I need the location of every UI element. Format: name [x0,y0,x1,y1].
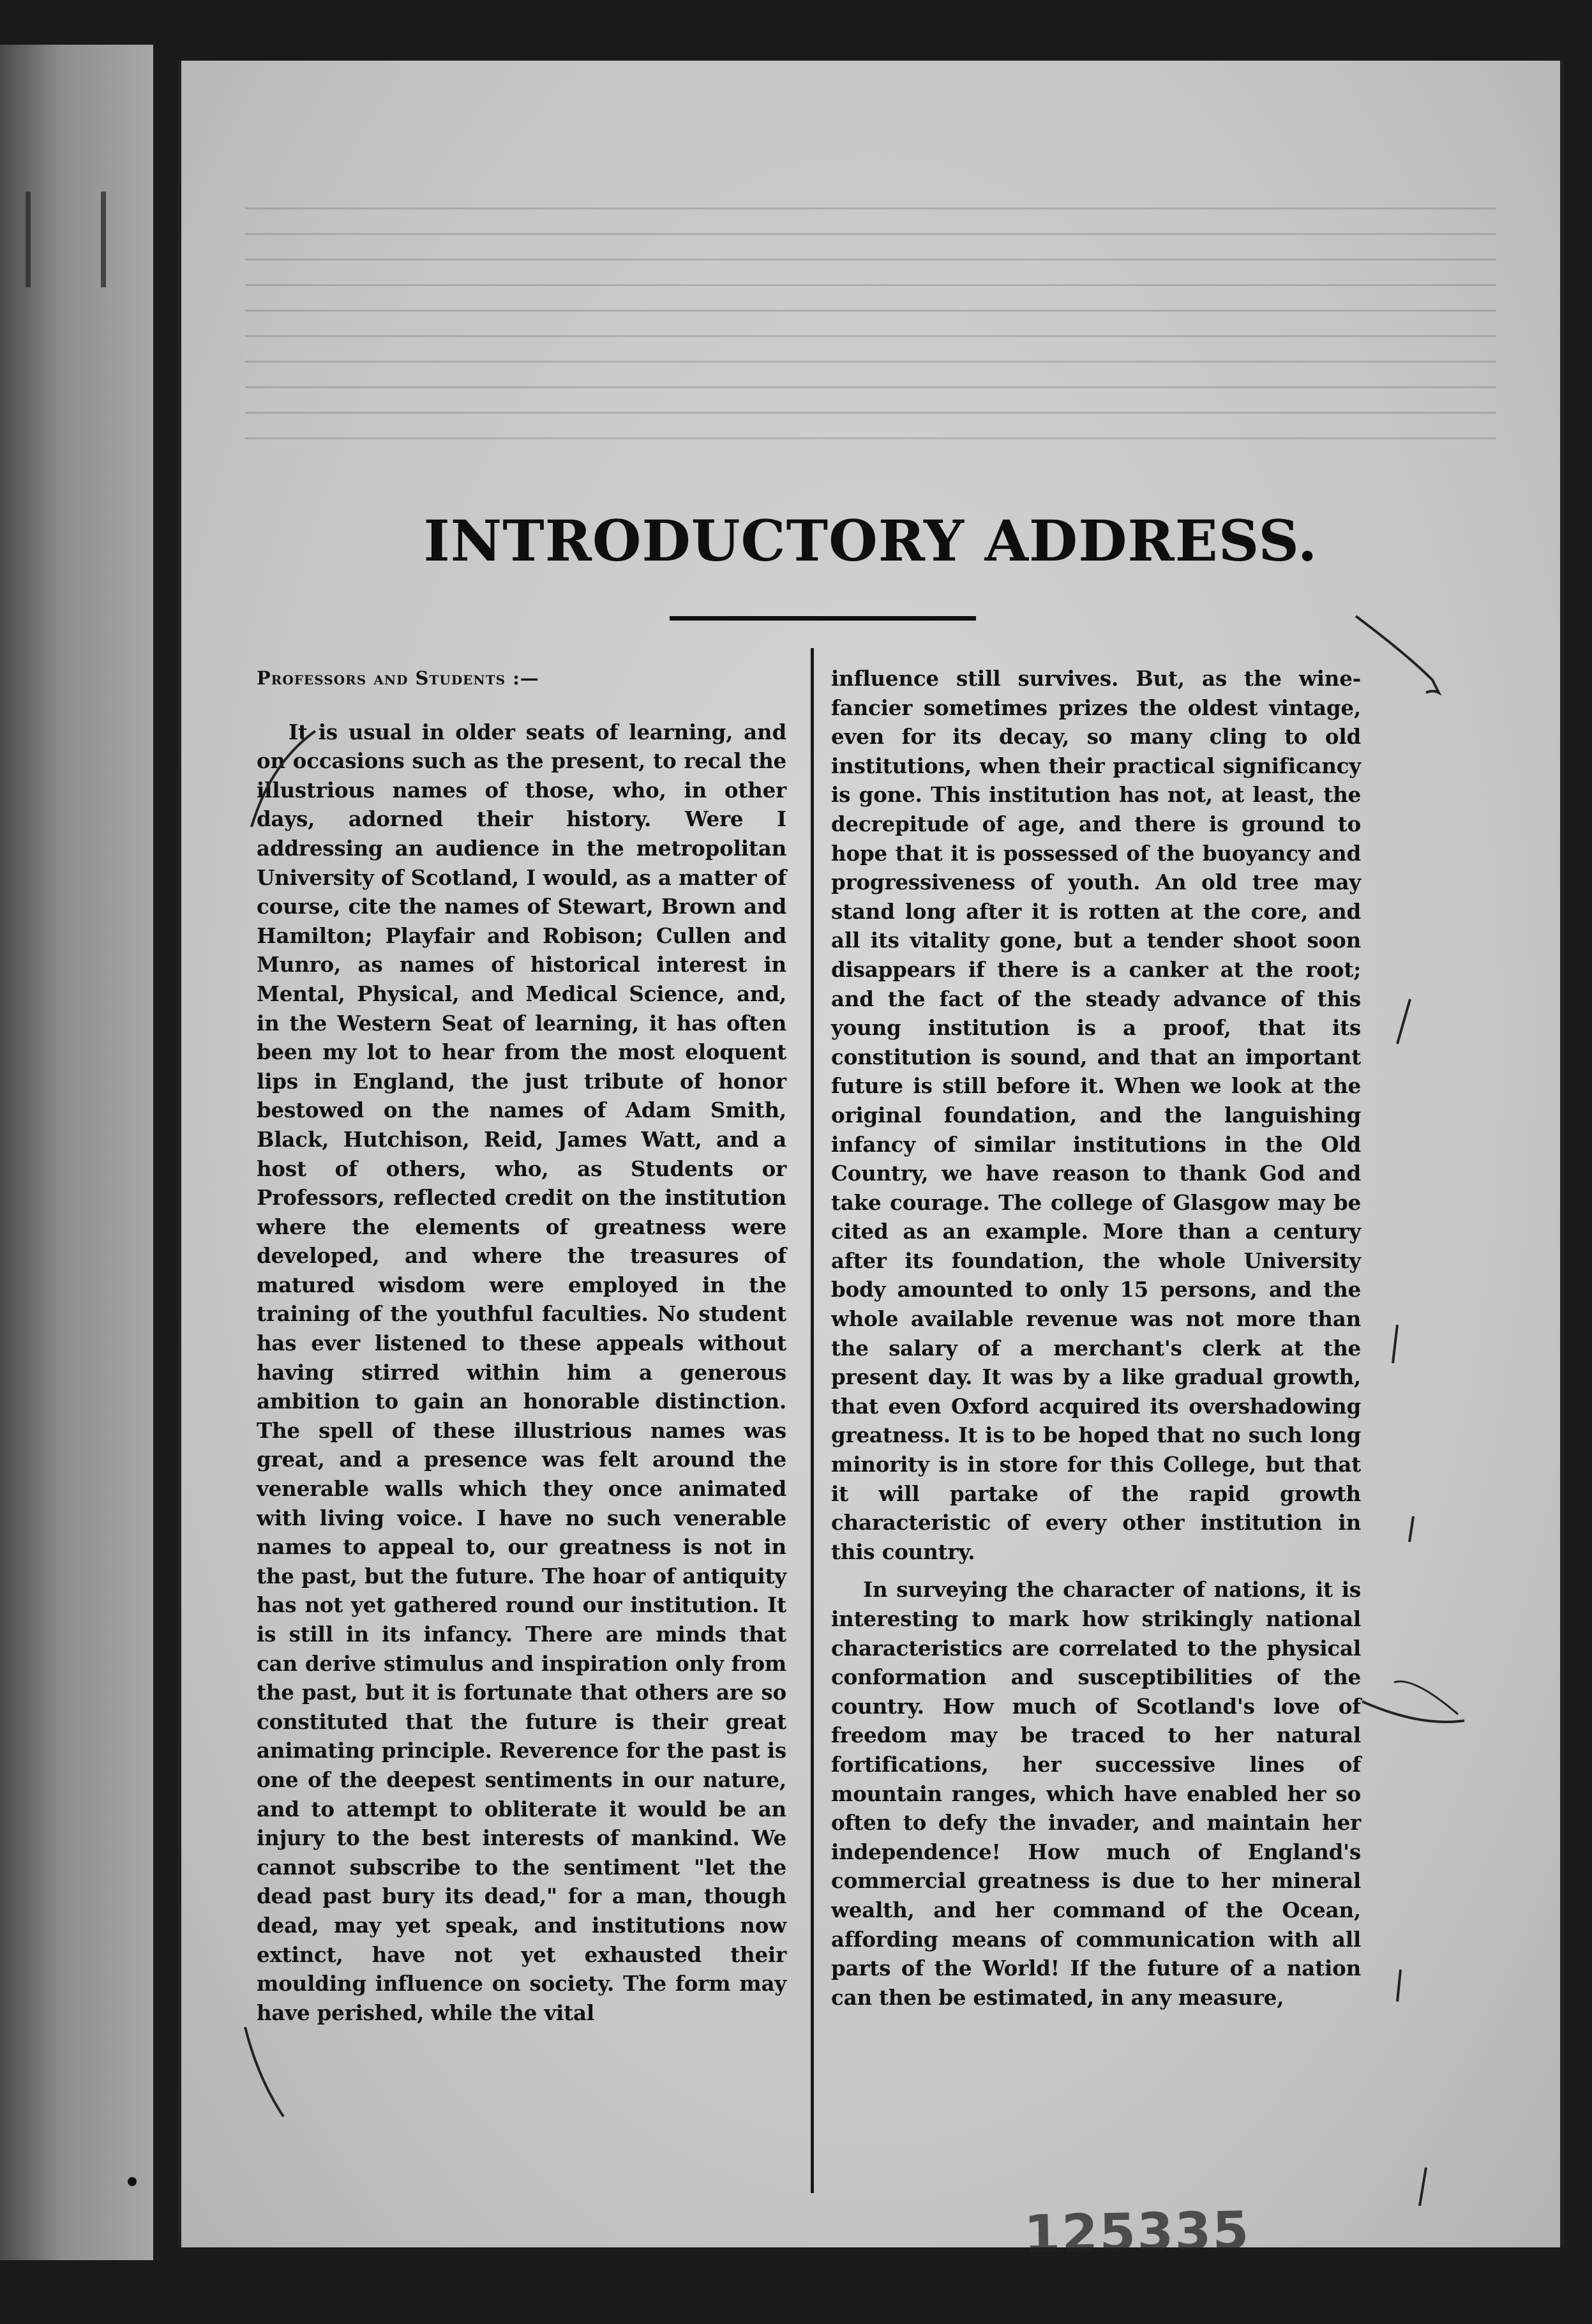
pencil-margin-marks [1337,597,1503,2257]
right-paragraph-1: influence still survives. But, as the wine-fancier sometimes prizes the oldest vintage, even for its decay, so many cling to old institutions, when their practical significancy is gone. This institution has not, at least, the decrepitude of age, and there is ground to hope that it is possessed of the buoyancy and progressiveness of youth. An old tree may stand long after it is rotten at the core, and all its vitality gone, but a tender shoot soon disappears if there is a canker at the root; and the fact of the steady advance of this young institution is a proof, that its constitution is sound, and that an important future is still before it. When we look at the original foundation, and the languishing infancy of similar institutions in the Old Country, we have reason to thank God and take courage. The college of Glasgow may be cited as an example. More than a century after its foundation, the whole University body amounted to only 15 persons, and the whole available revenue was not more than the salary of a merchant's clerk at the present day. It was by a like gradual growth, that even Oxford acquired its overshadowing greatness. It is to be hoped that no such long minority is in store for this College, but that it will partake of the rapid growth characteristic of every other institution in this country. [831,666,1361,1564]
right-column [831,664,1361,2012]
adjacent-page-fragment [26,192,106,287]
left-column [257,664,786,2027]
salutation: Professors and Students :— [257,667,539,689]
ink-dot [128,2177,137,2186]
library-stamp-number: 125335 [1023,2200,1251,2266]
show-through-text [245,207,1496,450]
left-paragraph-1: It is usual in older seats of learning, and on occasions such as the present, to recal the illustrious names of those, who, in other days, adorned their history. Were I addressing an audience in the metropolitan University of Scotland, I would, as a matter of course, cite the names of Stewart, Brown and Hamilton; Playfair and Robison; Cullen and Munro, as names of historical interest in Mental, Physical, and Medical Science, and, in the Western Seat of learning, it has often been my lot to hear from the most eloquent lips in England, the just tribute of honor bestowed on the names of Adam Smith, Black, Hutchison, Reid, James Watt, and a host of others, who, as Students or Professors, reflected credit on the institution where the elements of greatness were developed, and where the treasures of matured wisdom were employed in the training of the youthful faculties. No student has ever listened to these appeals without having stirred within him a generous ambition to gain an honorable distinction. The spell of these illustrious names was great, and a presence was felt around the venerable walls which they once animated with living voice. I have no such venerable names to appeal to, our greatness is not in the past, but the future. The hoar of antiquity has not yet gathered round our institution. It is still in its infancy. There are minds that can derive stimulus and inspiration only from the past, but it is fortunate that others are so constituted that the future is their great animating principle. Reverence for the past is one of the deepest sentiments in our nature, and to attempt to obliterate it would be an injury to the best interests of mankind. We cannot subscribe to the sentiment "let the dead past bury its dead," for a man, though dead, may yet speak, and institutions now extinct, have not yet exhausted their moulding influence on society. The form may have perished, while the vital [257,719,786,2025]
column-divider [811,648,814,2193]
document-page [177,61,1564,2266]
title-rule [670,616,976,621]
page-title: INTRODUCTORY ADDRESS. [423,508,1318,574]
adjacent-page-edge [0,45,153,2260]
right-paragraph-2: In surveying the character of nations, it is interesting to mark how strikingly national characteristics are correlated to the physical conformation and susceptibilities of the country. How much of Scotland's love of freedom may be traced to her natural fortifications, her successive lines of mountain ranges, which have enabled her so often to defy the invader, and maintain her independence! How much of England's commercial greatness is due to her mineral wealth, and her command of the Ocean, affording means of communication with all parts of the World! If the future of a nation can then be estimated, in any measure, [831,1577,1361,2010]
